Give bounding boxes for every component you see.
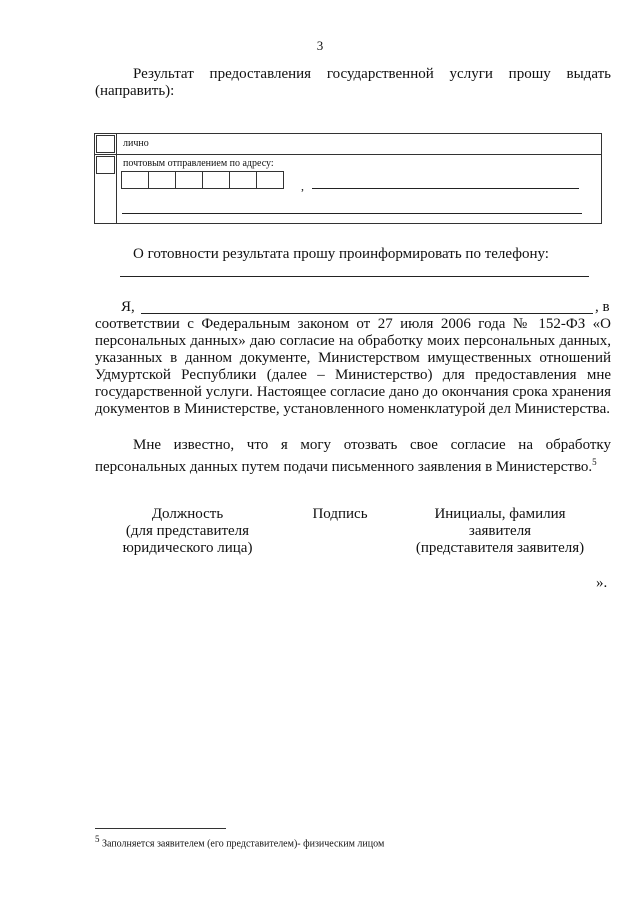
- table-divider-horizontal: [95, 154, 601, 155]
- position-label: Должность: [151, 506, 224, 522]
- position-note-1: (для представителя: [125, 523, 250, 539]
- postcode-digit-box[interactable]: [229, 171, 257, 189]
- option-personally-label: лично: [123, 138, 149, 149]
- address-line-1[interactable]: [312, 188, 579, 189]
- footnote-number: 5: [95, 834, 100, 844]
- consent-start: Я,: [121, 299, 135, 315]
- signature-label: Подпись: [312, 506, 368, 522]
- option-mail-checkbox[interactable]: [96, 156, 115, 174]
- phone-request-text: О готовности результата прошу проинформировать по телефону:: [133, 246, 549, 262]
- postcode-digit-box[interactable]: [148, 171, 176, 189]
- name-note-1: заявителя: [468, 523, 532, 539]
- position-note-2: юридического лица): [122, 540, 253, 556]
- consent-after-blank: , в: [595, 299, 610, 315]
- footnote: [95, 834, 384, 849]
- signature-position-column: [100, 506, 275, 557]
- name-note-2: (представителя заявителя): [415, 540, 585, 556]
- address-line-2[interactable]: [122, 213, 582, 214]
- footnote-text: Заполняется заявителем (его представителем)- физическим лицом: [102, 838, 385, 850]
- closing-quote: ».: [596, 575, 608, 591]
- delivery-options-table: [94, 133, 602, 224]
- postcode-boxes[interactable]: [122, 171, 284, 189]
- postcode-digit-box[interactable]: [121, 171, 149, 189]
- signature-name-column: [405, 506, 595, 557]
- postcode-digit-box[interactable]: [256, 171, 284, 189]
- phone-line[interactable]: [120, 276, 589, 277]
- page-number: 3: [316, 38, 324, 53]
- footnote-divider: [95, 828, 226, 829]
- postcode-digit-box[interactable]: [175, 171, 203, 189]
- address-comma: ,: [301, 179, 304, 193]
- consent-revoke: Мне известно, что я могу отозвать свое согласие на обработку персональных данных путем подачи письменного заявления в Министерство.$^5$: [95, 437, 611, 475]
- consent-body: соответствии с Федеральным законом от 27 июля 2006 года № 152-ФЗ «О персональных данных» даю согласие на обработку моих персональных данных, указанных в данном документе, Министерством имущественных отношений Удмуртской Республики (далее – Министерство) для предоставления мне государственной услуги. Настоящее согласие дано до окончания срока хранения документов в Министерстве, установленного номенклатурой дел Министерства.: [95, 316, 611, 417]
- name-label: Инициалы, фамилия: [434, 506, 566, 522]
- option-personally-checkbox[interactable]: [96, 135, 115, 153]
- footnote-marker: 5: [592, 457, 597, 467]
- applicant-name-line[interactable]: [141, 313, 593, 314]
- table-divider-vertical: [116, 134, 117, 223]
- postcode-digit-box[interactable]: [202, 171, 230, 189]
- option-mail-label: почтовым отправлением по адресу:: [123, 158, 274, 169]
- result-intro: Результат предоставления государственной услуги прошу выдать (направить):: [95, 66, 611, 99]
